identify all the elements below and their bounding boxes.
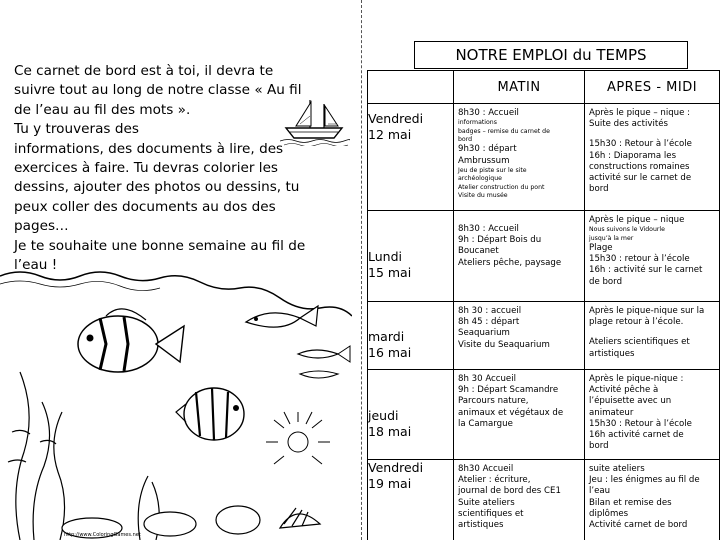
activity-line: bord (458, 136, 473, 144)
round-fish-drawing (176, 388, 244, 440)
activity-line: 8h30 : Accueil (458, 108, 519, 118)
intro-line: peux coller des documents au dos des (14, 198, 276, 215)
activity-line: Boucanet (458, 246, 499, 257)
activity-line: 9h30 : départ (458, 144, 517, 155)
activity-line: Suite des activités (589, 119, 668, 130)
activity-line: Seaquarium (458, 328, 510, 339)
intro-line: de l’eau au fil des mots ». (14, 101, 191, 118)
activity-line: l’épuisette avec un (589, 396, 672, 407)
morning-cell (454, 370, 585, 460)
activity-line: archéologique (458, 175, 502, 183)
day-name: Lundi (368, 249, 402, 264)
morning-cell (454, 460, 585, 540)
activity-line: animateur (589, 407, 634, 418)
activity-line: Ateliers pêche, paysage (458, 257, 562, 268)
intro-line: exercices à faire. Tu devras colorier les (14, 160, 279, 177)
activity-line: Activité carnet de bord (589, 520, 688, 531)
morning-cell (454, 104, 585, 211)
activity-line: Visite du Seaquarium (458, 339, 550, 350)
activity-line: la Camargue (458, 418, 513, 429)
day-cell (368, 370, 454, 460)
day-date: 12 mai (368, 127, 412, 142)
day-name: Vendredi (368, 460, 424, 475)
activity-line: 8h30 Accueil (458, 464, 514, 474)
activity-line: Atelier : écriture, (458, 475, 531, 486)
seaweed-drawing (8, 372, 159, 540)
morning-cell (454, 211, 585, 302)
afternoon-cell (585, 104, 720, 211)
header-empty-cell (368, 71, 454, 104)
activity-line: Jeu de piste sur le site (458, 166, 527, 174)
sea-anemone-drawing (266, 412, 330, 464)
intro-line: l’eau ! (14, 257, 58, 274)
day-date: 15 mai (368, 265, 412, 280)
striped-fish-drawing (78, 309, 184, 372)
activity-line: activité sur le carnet de (589, 173, 692, 184)
activity-line: scientifiques et (458, 508, 524, 519)
activity-line: Plage (589, 243, 613, 254)
activity-line: badges – remise du carnet de (458, 127, 550, 135)
afternoon-cell (585, 460, 720, 540)
schedule-header-row (368, 71, 720, 104)
activity-line: de bord (589, 276, 623, 287)
activity-line: bord (589, 184, 609, 195)
activity-line: artistiques (458, 520, 504, 531)
activity-line: suite ateliers (589, 464, 645, 474)
small-fish-drawing (246, 306, 350, 378)
table-row (368, 211, 720, 302)
activity-line: constructions romaines (589, 161, 690, 172)
activity-line: 15h30 : Retour à l’école (589, 418, 692, 429)
activity-line: Après le pique – nique (589, 215, 685, 225)
intro-line: Je te souhaite une bonne semaine au fil de (14, 237, 306, 254)
day-cell (368, 104, 454, 211)
activity-line: 9h : Départ Scamandre (458, 385, 559, 396)
activity-line: artistiques (589, 348, 635, 359)
activity-line: 8h 45 : départ (458, 317, 520, 328)
day-cell (368, 211, 454, 302)
afternoon-cell (585, 211, 720, 302)
table-row (368, 302, 720, 370)
sailboat-illustration (280, 94, 350, 146)
activity-line: bord (589, 441, 609, 452)
activity-line: Ateliers scientifiques et (589, 337, 690, 348)
day-cell (368, 302, 454, 370)
activity-line: Nous suivons le Vidourle (589, 226, 665, 234)
fold-line (361, 0, 362, 540)
activity-line: Parcours nature, (458, 396, 529, 407)
morning-cell (454, 302, 585, 370)
activity-line: Ambrussum (458, 155, 510, 166)
activity-line: Suite ateliers (458, 497, 515, 508)
activity-line: Activité pêche à (589, 385, 659, 396)
activity-line: 16h activité carnet de (589, 430, 684, 441)
activity-line: 15h30 : Retour à l’école (589, 139, 692, 150)
activity-line: 16h : Diaporama les (589, 150, 677, 161)
activity-line: Après le pique-nique sur la (589, 306, 705, 316)
activity-line: Après le pique – nique : (589, 108, 691, 118)
activity-line: 8h30 : Accueil (458, 224, 519, 234)
svg-text:http://www.ColoringGames.net: http://www.ColoringGames.net (64, 532, 141, 538)
day-cell (368, 460, 454, 540)
activity-line: Jeu : les énigmes au fil de (589, 475, 700, 486)
intro-line: Tu y trouveras des (14, 121, 139, 138)
underwater-scene-illustration (0, 262, 352, 540)
activity-line: 8h 30 : accueil (458, 306, 522, 316)
day-date: 18 mai (368, 423, 412, 439)
line-spacer (589, 328, 716, 337)
day-name: Vendredi (368, 111, 424, 126)
activity-line: informations (458, 119, 497, 127)
table-row (368, 104, 720, 211)
activity-line: 15h30 : retour à l’école (589, 254, 690, 265)
activity-line: diplômes (589, 508, 629, 519)
afternoon-cell (585, 370, 720, 460)
intro-line: informations, des documents à lire, des (14, 140, 284, 157)
activity-line: jusqu’à la mer (589, 234, 634, 242)
day-name: jeudi (368, 407, 399, 423)
intro-line: pages… (14, 218, 69, 235)
activity-line: Après le pique-nique : (589, 374, 684, 384)
intro-line: Ce carnet de bord est à toi, il devra te (14, 63, 274, 79)
activity-line: 9h : Départ Bois du (458, 235, 542, 246)
activity-line: Visite du musée (458, 192, 508, 200)
day-date: 19 mai (368, 476, 412, 491)
schedule-title: NOTRE EMPLOI du TEMPS (414, 41, 688, 69)
activity-line: journal de bord des CE1 (458, 486, 561, 497)
day-date: 16 mai (368, 344, 412, 360)
table-row (368, 370, 720, 460)
activity-line: animaux et végétaux de (458, 407, 564, 418)
table-row (368, 460, 720, 540)
activity-line: plage retour à l’école. (589, 317, 684, 328)
intro-line: dessins, ajouter des photos ou dessins, tu (14, 179, 300, 196)
activity-line: Atelier construction du pont (458, 183, 545, 191)
intro-line: suivre tout au long de notre classe « Au fil (14, 82, 302, 99)
day-name: mardi (368, 328, 405, 344)
line-spacer (458, 215, 581, 224)
activity-line: 8h 30 Accueil (458, 374, 516, 384)
header-afternoon: APRES - MIDI (585, 71, 720, 104)
activity-line: l’eau (589, 486, 611, 497)
schedule-table (367, 70, 720, 540)
activity-line: Bilan et remise des (589, 497, 672, 508)
header-morning: MATIN (454, 71, 585, 104)
afternoon-cell (585, 302, 720, 370)
activity-line: 16h : activité sur le carnet (589, 265, 703, 276)
